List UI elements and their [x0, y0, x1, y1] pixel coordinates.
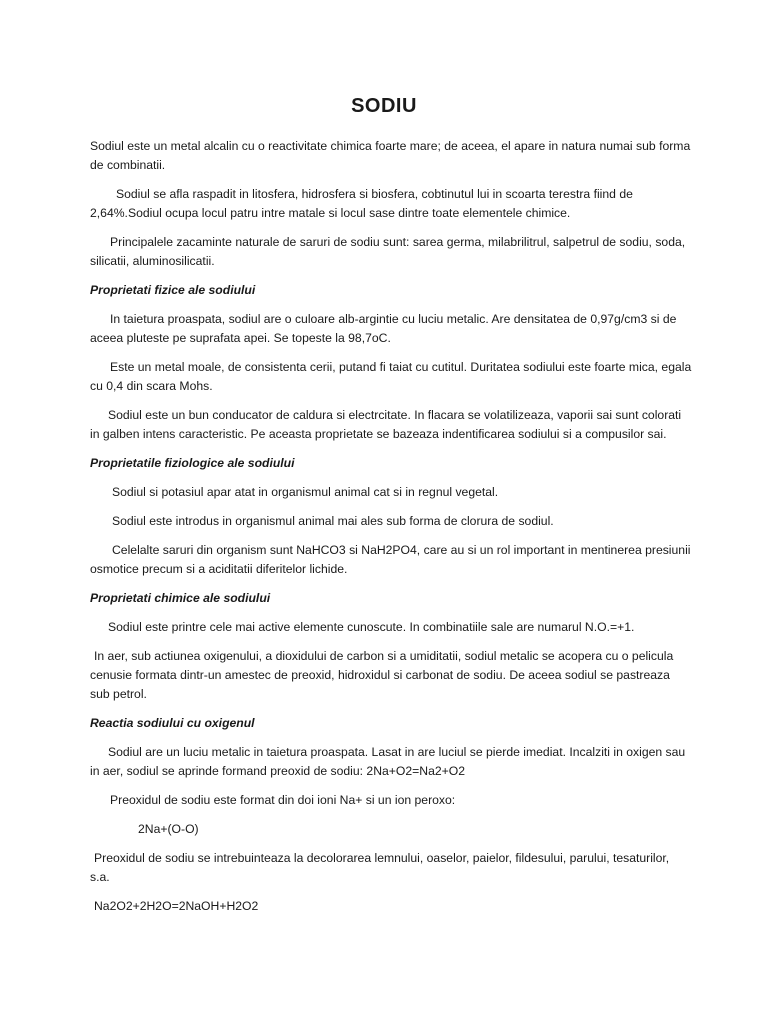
- formula-hydrolysis: Na2O2+2H2O=2NaOH+H2O2: [94, 899, 259, 913]
- section-heading-oxygen: Reactia sodiului cu oxigenul: [90, 716, 255, 730]
- paragraph-oxygen-reaction: Sodiul are un luciu metalic in taietura proaspata. Lasat in are luciul se pierde imediat. Incalziti in oxigen sau in aer, sodiul se aprinde formand preoxid de sodiu: 2Na+O2=Na2+O2: [90, 745, 686, 778]
- paragraph-intake: Sodiul este introdus in organismul animal mai ales sub forma de clorura de sodiul.: [112, 514, 554, 528]
- paragraph-occurrence: Sodiul si potasiul apar atat in organismul animal cat si in regnul vegetal.: [112, 485, 499, 499]
- paragraph-peroxide-uses: Preoxidul de sodiu se intrebuinteaza la decolorarea lemnului, oaselor, paielor, fildesului, parului, tesaturilor, s.a.: [90, 851, 670, 884]
- section-heading-physiological: Proprietatile fiziologice ale sodiului: [90, 456, 295, 470]
- paragraph-hardness: Este un metal moale, de consistenta cerii, putand fi taiat cu cutitul. Duritatea sodiului este foarte mica, egala cu 0,4 din scara Mohs.: [90, 360, 692, 393]
- section-heading-chemical: Proprietati chimice ale sodiului: [90, 591, 271, 605]
- paragraph-air-reaction: In aer, sub actiunea oxigenului, a dioxidului de carbon si a umiditatii, sodiul metalic se acopera cu o pelicula cenusie formata dintr-un amestec de preoxid, hidroxidul si carbonat de sodiu. De aceea sodiul se pastreaza sub petrol.: [90, 649, 674, 701]
- document-body: [90, 137, 692, 926]
- paragraph-peroxide-ions: Preoxidul de sodiu este format din doi ioni Na+ si un ion peroxo:: [110, 793, 456, 807]
- paragraph-deposits: Principalele zacaminte naturale de saruri de sodiu sunt: sarea germa, milabrilitrul, salpetrul de sodiu, soda, silicatii, aluminosilicatii.: [90, 235, 686, 268]
- paragraph-conductivity: Sodiul este un bun conducator de caldura si electrcitate. In flacara se volatilizeaza, vaporii sai sunt colorati in galben intens caracteristic. Pe aceasta proprietate se bazeaza indentificarea sodiului si a compusilor sai.: [90, 408, 682, 441]
- paragraph-other-salts: Celelalte saruri din organism sunt NaHCO3 si NaH2PO4, care au si un rol important in mentinerea presiunii osmotice precum si a aciditatii diferitelor lichide.: [90, 543, 691, 576]
- paragraph-intro: Sodiul este un metal alcalin cu o reactivitate chimica foarte mare; de aceea, el apare in natura numai sub forma de combinatii.: [90, 139, 691, 172]
- paragraph-distribution: Sodiul se afla raspadit in litosfera, hidrosfera si biosfera, cobtinutul lui in scoarta terestra fiind de 2,64%.Sodiul ocupa locul patru intre matale si locul sase dintre toate elementele chimice.: [90, 187, 633, 220]
- paragraph-activity: Sodiul este printre cele mai active elemente cunoscute. In combinatiile sale are numarul N.O.=+1.: [108, 620, 635, 634]
- paragraph-density: In taietura proaspata, sodiul are o culoare alb-argintie cu luciu metalic. Are densitatea de 0,97g/cm3 si de aceea pluteste pe suprafata apei. Se topeste la 98,7oC.: [90, 312, 677, 345]
- formula-peroxo: 2Na+(O-O): [138, 822, 199, 836]
- section-heading-physical: Proprietati fizice ale sodiului: [90, 283, 256, 297]
- document-title: SODIU: [351, 95, 417, 117]
